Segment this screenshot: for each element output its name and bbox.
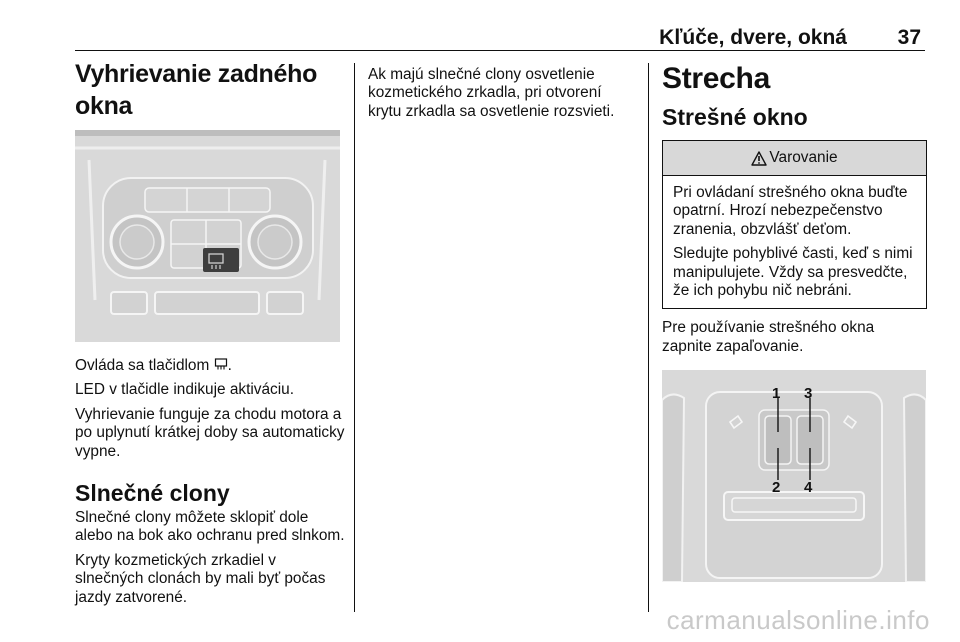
figure-label-2: 2	[772, 479, 781, 497]
sun-visor-text-1: Slnečné clony môžete sklopiť dole alebo na bok ako ochranu pred slnkom.	[75, 509, 345, 545]
column-divider-2	[648, 63, 649, 612]
page-header	[75, 18, 925, 48]
figure-label-4: 4	[804, 479, 813, 497]
warning-title: Varovanie	[769, 149, 838, 166]
subheading-sunroof: Strešné okno	[662, 104, 808, 130]
header-rule	[75, 50, 925, 51]
page-number: 37	[897, 26, 921, 49]
rear-window-text-2: LED v tlačidle indikuje aktiváciu.	[75, 381, 294, 399]
rear-window-heating-figure	[75, 130, 340, 342]
sun-visor-text-2: Kryty kozmetických zrkadiel v slnečných clonách by mali byť počas jazdy zatvorené.	[75, 551, 326, 606]
column-divider-1	[354, 63, 355, 612]
warning-text-2: Sledujte pohyblivé časti, keď s nimi manipulujete. Vždy sa presvedčte, že ich pohybu nič nebráni.	[673, 245, 913, 300]
sunroof-ignition-text: Pre používanie strešného okna zapnite zapaľovanie.	[662, 319, 875, 355]
vanity-mirror-text: Ak majú slnečné clony osvetlenie kozmetického zrkadla, pri otvorení krytu zrkadla sa osvetlenie rozsvieti.	[368, 66, 615, 120]
rear-window-text-1: Ovláda sa tlačidlom .	[75, 357, 232, 374]
middle-column	[368, 66, 638, 121]
warning-box	[662, 140, 927, 309]
sunroof-controls-figure	[662, 370, 926, 582]
section-heading-rear-window: Vyhrievanie zadného okna	[75, 60, 318, 120]
figure-label-3: 3	[804, 385, 813, 403]
overhead-console-illustration	[662, 370, 926, 582]
rear-window-heating-icon	[214, 358, 228, 371]
header-title: Kľúče, dvere, okná	[659, 26, 847, 49]
figure-label-1: 1	[772, 385, 781, 403]
left-column	[75, 58, 345, 607]
section-heading-roof: Strecha	[662, 62, 770, 95]
watermark: carmanualsonline.info	[666, 605, 930, 635]
warning-text-1: Pri ovládaní strešného okna buďte opatrní. Hrozí nebezpečenstvo zranenia, obzvlášť deťom.	[673, 184, 908, 238]
warning-body	[663, 176, 926, 308]
warning-header	[663, 141, 926, 176]
console-illustration	[75, 130, 340, 342]
rear-window-text-3: Vyhrievanie funguje za chodu motora a po uplynutí krátkej doby sa automaticky vypne.	[75, 405, 345, 460]
warning-triangle-icon	[751, 151, 767, 166]
right-column	[662, 60, 927, 582]
section-heading-sun-visors: Slnečné clony	[75, 480, 230, 507]
